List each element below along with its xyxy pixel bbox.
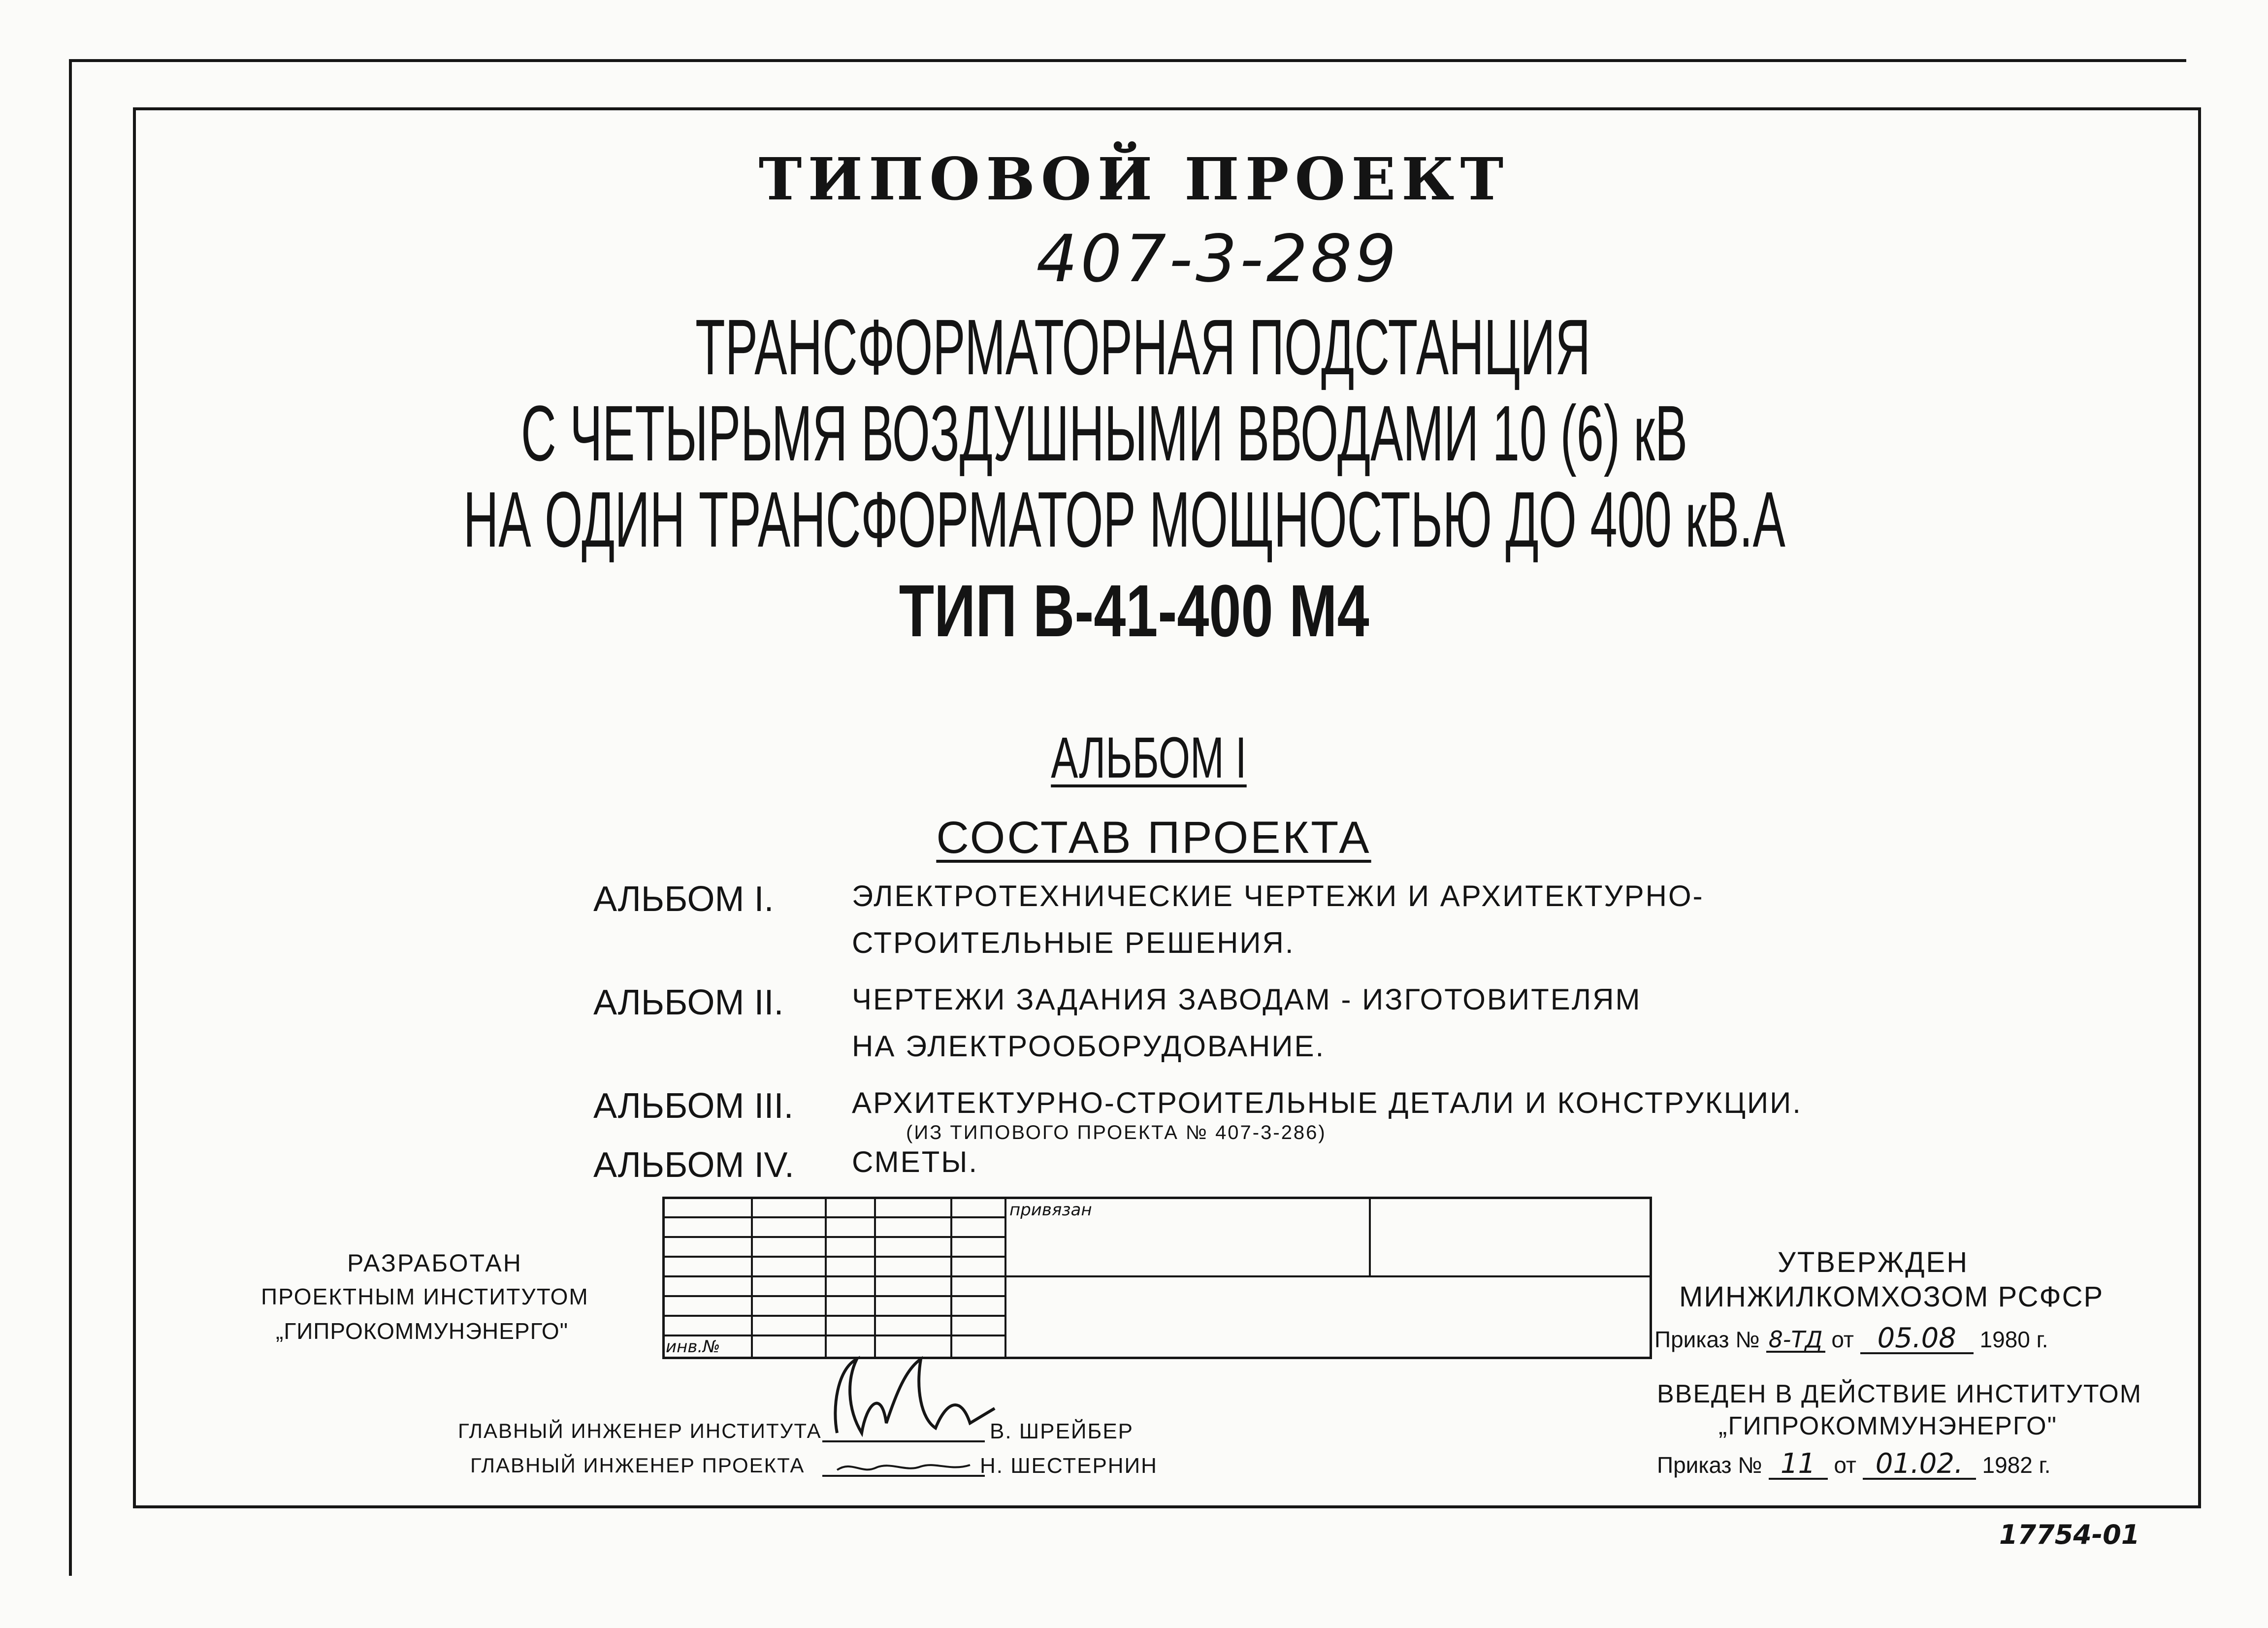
album-item-2-line1: ЧЕРТЕЖИ ЗАДАНИЯ ЗАВОДАМ - ИЗГОТОВИТЕЛЯМ — [852, 983, 1642, 1016]
stamp-row-5 — [662, 1295, 1004, 1297]
approved-line2: МИНЖИЛКОМХОЗОМ РСФСР — [1679, 1281, 2104, 1313]
project-signature — [832, 1458, 975, 1477]
stamp-row-6 — [662, 1315, 1004, 1317]
album-item-2-label: АЛЬБОМ II. — [593, 983, 784, 1022]
enacted-order: Приказ № 11 от 01.02. 1982 г. — [1657, 1448, 2051, 1480]
album-item-1-line2: СТРОИТЕЛЬНЫЕ РЕШЕНИЯ. — [852, 926, 1295, 959]
chief-engineer-project-name: Н. ШЕСТЕРНИН — [980, 1454, 1158, 1478]
sheet-code: 17754-01 — [1999, 1519, 2140, 1550]
approved-order: Приказ № 8-ТД от 05.08 1980 г. — [1654, 1322, 2048, 1354]
stamp-inv-no-label: инв.№ — [666, 1337, 720, 1357]
developed-line3: „ГИПРОКОММУНЭНЕРГО" — [276, 1318, 569, 1344]
chief-engineer-institute-label: ГЛАВНЫЙ ИНЖЕНЕР ИНСТИТУТА — [458, 1419, 822, 1442]
enacted-line2: „ГИПРОКОММУНЭНЕРГО" — [1718, 1412, 2058, 1440]
stamp-row-3 — [662, 1256, 1004, 1258]
album-item-3-label: АЛЬБОМ III. — [593, 1086, 794, 1126]
institute-signature — [827, 1349, 1004, 1443]
stamp-row-1 — [662, 1216, 1004, 1218]
stamp-attached-label: привязан — [1009, 1200, 1092, 1220]
stamp-col-6 — [1369, 1197, 1371, 1275]
stamp-row-4 — [662, 1275, 1652, 1277]
developed-line2: ПРОЕКТНЫМ ИНСТИТУТОМ — [261, 1284, 589, 1309]
album-item-2-line2: НА ЭЛЕКТРООБОРУДОВАНИЕ. — [852, 1030, 1326, 1063]
enacted-line1: ВВЕДЕН В ДЕЙСТВИЕ ИНСТИТУТОМ — [1657, 1380, 2142, 1408]
album-item-3-line1: АРХИТЕКТУРНО-СТРОИТЕЛЬНЫЕ ДЕТАЛИ И КОНСТРУКЦИИ. — [852, 1086, 1802, 1119]
top-edge-line — [69, 59, 2186, 62]
album-item-4-label: АЛЬБОМ IV. — [593, 1145, 794, 1185]
composition-title: СОСТАВ ПРОЕКТА — [936, 813, 1371, 863]
stamp-row-7 — [662, 1335, 1004, 1336]
title-line-1: ТРАНСФОРМАТОРНАЯ ПОДСТАНЦИЯ — [695, 303, 1590, 391]
chief-engineer-project-label: ГЛАВНЫЙ ИНЖЕНЕР ПРОЕКТА — [470, 1454, 805, 1477]
type-label: ТИП В-41-400 М4 — [899, 569, 1369, 652]
album-current: АЛЬБОМ I — [1051, 725, 1247, 790]
album-item-1-line1: ЭЛЕКТРОТЕХНИЧЕСКИЕ ЧЕРТЕЖИ И АРХИТЕКТУРНО- — [852, 879, 1704, 912]
developed-line1: РАЗРАБОТАН — [347, 1249, 522, 1277]
album-item-1-label: АЛЬБОМ I. — [593, 879, 774, 919]
approved-line1: УТВЕРЖДЕН — [1778, 1246, 1969, 1278]
stamp-col-5 — [1004, 1197, 1006, 1359]
chief-engineer-institute-name: В. ШРЕЙБЕР — [990, 1419, 1134, 1443]
stamp-row-2 — [662, 1236, 1004, 1238]
title-line-3: НА ОДИН ТРАНСФОРМАТОР МОЩНОСТЬЮ ДО 400 кВ.А — [463, 475, 1785, 563]
project-number: 407-3-289 — [1036, 221, 1399, 297]
album-item-4-line1: СМЕТЫ. — [852, 1145, 979, 1178]
typical-project-heading: ТИПОВОЙ ПРОЕКТ — [758, 145, 1510, 213]
album-item-3-line2: (ИЗ ТИПОВОГО ПРОЕКТА № 407-3-286) — [906, 1122, 1327, 1143]
title-line-2: С ЧЕТЫРЬМЯ ВОЗДУШНЫМИ ВВОДАМИ 10 (6) кВ — [521, 389, 1688, 477]
